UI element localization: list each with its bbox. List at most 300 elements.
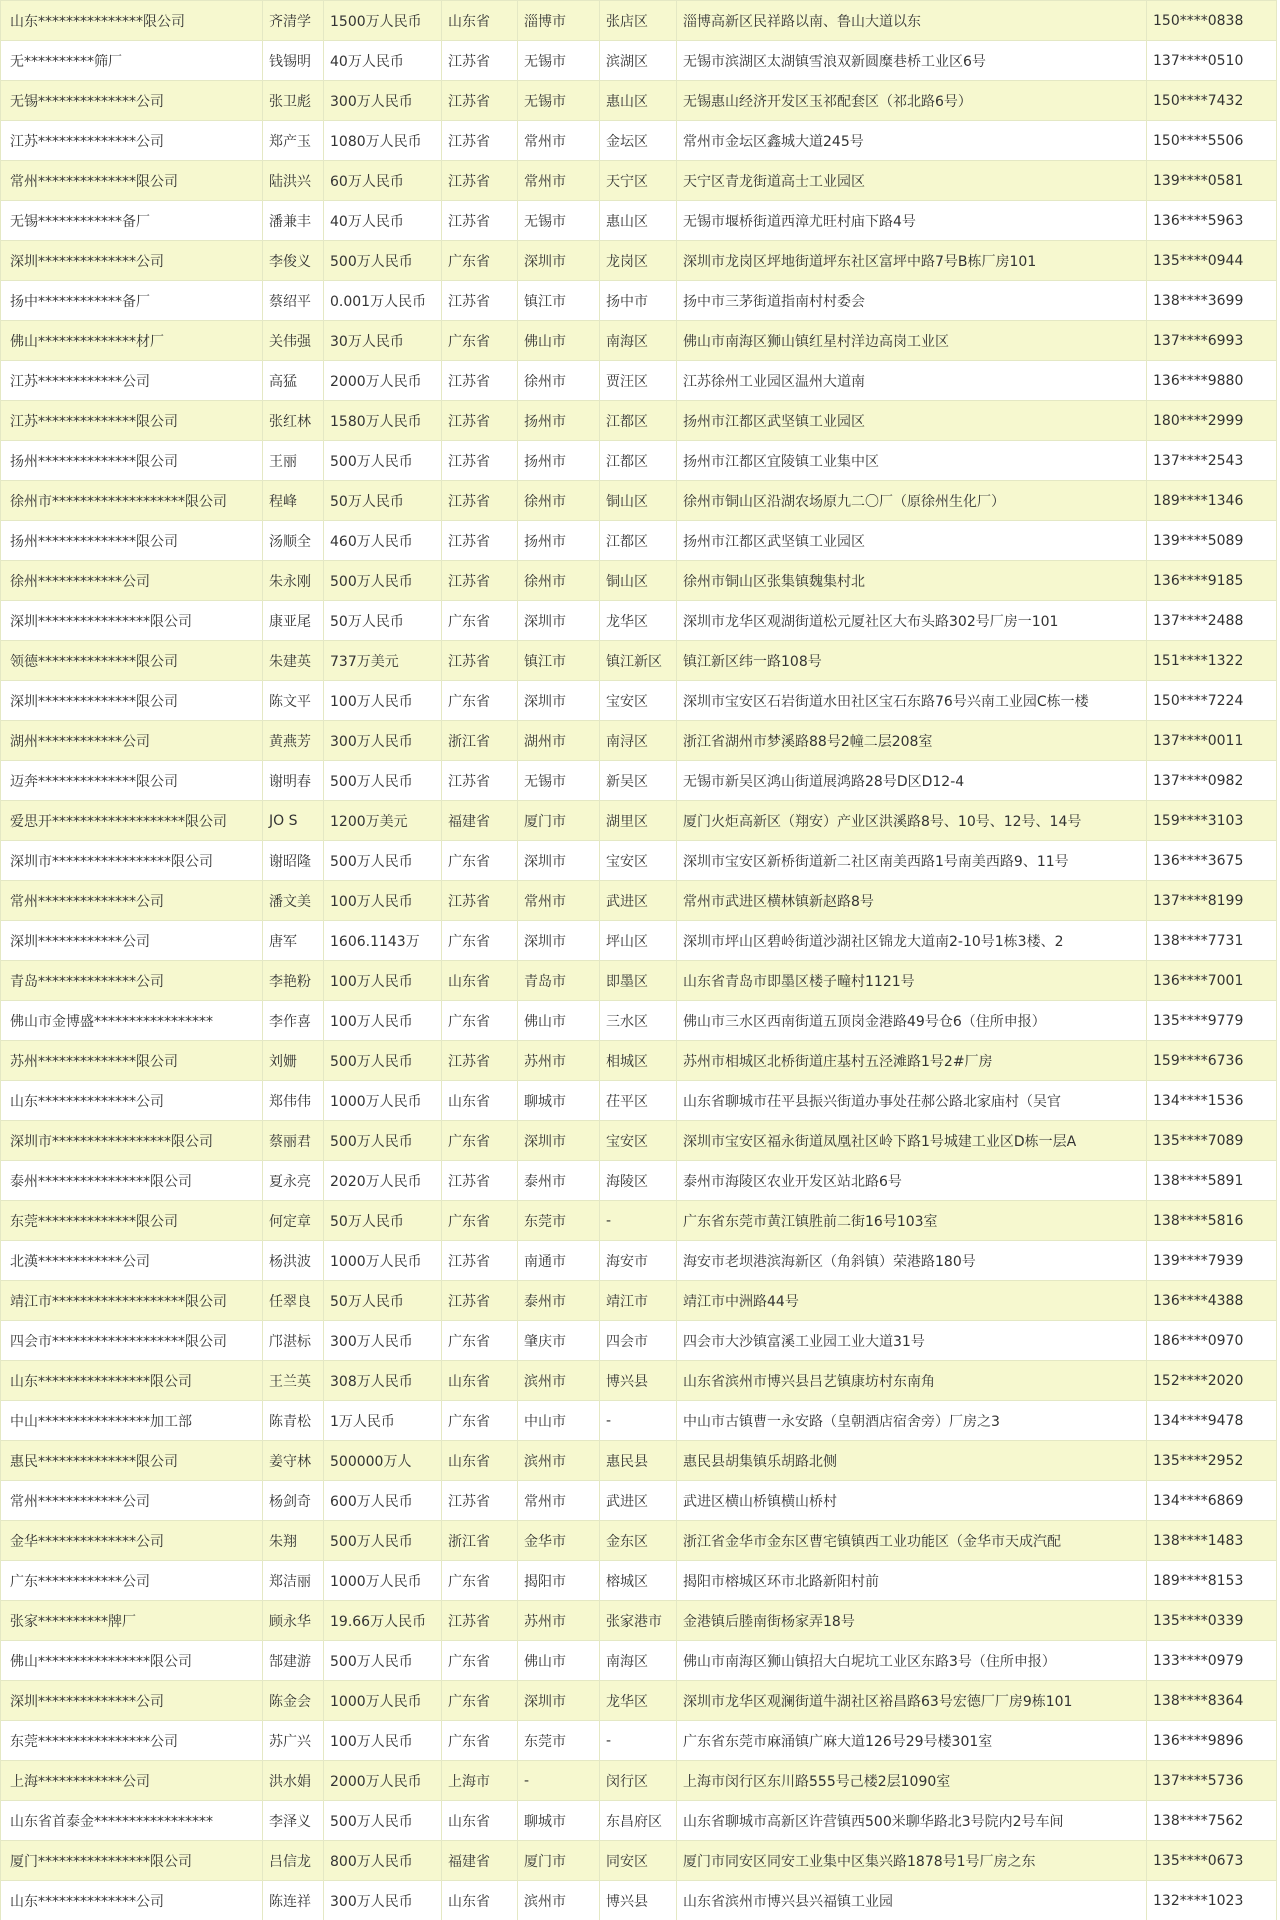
company-name-cell: 江苏**************公司 — [1, 121, 263, 161]
legal-representative-cell: 张卫彪 — [263, 81, 324, 121]
legal-representative-cell: 任翠良 — [263, 1281, 324, 1321]
district-cell: 江都区 — [600, 441, 677, 481]
registered-capital-cell: 500万人民币 — [324, 561, 442, 601]
company-name-cell: 厦门****************限公司 — [1, 1841, 263, 1881]
city-cell: 滨州市 — [518, 1441, 600, 1481]
city-cell: 徐州市 — [518, 481, 600, 521]
table-row — [1, 1601, 1277, 1641]
legal-representative-cell: 洪水娟 — [263, 1761, 324, 1801]
phone-cell: 136****9880 — [1147, 361, 1277, 401]
legal-representative-cell: 蔡绍平 — [263, 281, 324, 321]
table-row — [1, 361, 1277, 401]
city-cell: 无锡市 — [518, 201, 600, 241]
province-cell: 广东省 — [442, 921, 518, 961]
province-cell: 江苏省 — [442, 441, 518, 481]
province-cell: 江苏省 — [442, 881, 518, 921]
phone-cell: 138****8364 — [1147, 1681, 1277, 1721]
city-cell: 无锡市 — [518, 41, 600, 81]
registered-capital-cell: 500000万人 — [324, 1441, 442, 1481]
registered-capital-cell: 308万人民币 — [324, 1361, 442, 1401]
city-cell: 青岛市 — [518, 961, 600, 1001]
legal-representative-cell: 何定章 — [263, 1201, 324, 1241]
address-cell: 徐州市铜山区张集镇魏集村北 — [677, 561, 1147, 601]
registered-capital-cell: 1000万人民币 — [324, 1241, 442, 1281]
city-cell: 镇江市 — [518, 641, 600, 681]
company-name-cell: 中山****************加工部 — [1, 1401, 263, 1441]
phone-cell: 139****7939 — [1147, 1241, 1277, 1281]
province-cell: 山东省 — [442, 1881, 518, 1920]
table-row — [1, 721, 1277, 761]
province-cell: 江苏省 — [442, 361, 518, 401]
province-cell: 江苏省 — [442, 201, 518, 241]
registered-capital-cell: 1500万人民币 — [324, 1, 442, 41]
city-cell: 深圳市 — [518, 841, 600, 881]
registered-capital-cell: 100万人民币 — [324, 1001, 442, 1041]
district-cell: 同安区 — [600, 1841, 677, 1881]
city-cell: 中山市 — [518, 1401, 600, 1441]
company-name-cell: 深圳**************公司 — [1, 1681, 263, 1721]
district-cell: 即墨区 — [600, 961, 677, 1001]
legal-representative-cell: 王兰英 — [263, 1361, 324, 1401]
city-cell: 苏州市 — [518, 1041, 600, 1081]
legal-representative-cell: 李作喜 — [263, 1001, 324, 1041]
legal-representative-cell: 朱翔 — [263, 1521, 324, 1561]
district-cell: 龙华区 — [600, 1681, 677, 1721]
address-cell: 揭阳市榕城区环市北路新阳村前 — [677, 1561, 1147, 1601]
registered-capital-cell: 500万人民币 — [324, 1521, 442, 1561]
registered-capital-cell: 500万人民币 — [324, 761, 442, 801]
company-name-cell: 北漢************公司 — [1, 1241, 263, 1281]
table-row — [1, 1201, 1277, 1241]
company-name-cell: 深圳市*****************限公司 — [1, 1121, 263, 1161]
address-cell: 深圳市坪山区碧岭街道沙湖社区锦龙大道南2-10号1栋3楼、2 — [677, 921, 1147, 961]
company-name-cell: 佛山**************材厂 — [1, 321, 263, 361]
legal-representative-cell: 谢明春 — [263, 761, 324, 801]
legal-representative-cell: 陈金会 — [263, 1681, 324, 1721]
company-name-cell: 惠民**************限公司 — [1, 1441, 263, 1481]
table-row — [1, 921, 1277, 961]
city-cell: 苏州市 — [518, 1601, 600, 1641]
province-cell: 江苏省 — [442, 481, 518, 521]
company-name-cell: 扬州**************限公司 — [1, 441, 263, 481]
address-cell: 扬州市江都区武坚镇工业园区 — [677, 521, 1147, 561]
city-cell: 深圳市 — [518, 1121, 600, 1161]
company-name-cell: 深圳市*****************限公司 — [1, 841, 263, 881]
city-cell: 深圳市 — [518, 241, 600, 281]
phone-cell: 137****6993 — [1147, 321, 1277, 361]
address-cell: 浙江省金华市金东区曹宅镇镇西工业功能区（金华市天成汽配 — [677, 1521, 1147, 1561]
legal-representative-cell: 邝湛标 — [263, 1321, 324, 1361]
district-cell: - — [600, 1201, 677, 1241]
address-cell: 深圳市宝安区新桥街道新二社区南美西路1号南美西路9、11号 — [677, 841, 1147, 881]
registered-capital-cell: 100万人民币 — [324, 1721, 442, 1761]
city-cell: 滨州市 — [518, 1881, 600, 1920]
province-cell: 江苏省 — [442, 1041, 518, 1081]
table-row — [1, 1881, 1277, 1920]
registered-capital-cell: 2000万人民币 — [324, 1761, 442, 1801]
company-name-cell: 靖江市*******************限公司 — [1, 1281, 263, 1321]
city-cell: 深圳市 — [518, 601, 600, 641]
legal-representative-cell: 朱建英 — [263, 641, 324, 681]
address-cell: 常州市武进区横林镇新赵路8号 — [677, 881, 1147, 921]
legal-representative-cell: 陆洪兴 — [263, 161, 324, 201]
company-name-cell: 山东省首泰金***************** — [1, 1801, 263, 1841]
address-cell: 深圳市龙岗区坪地街道坪东社区富坪中路7号B栋厂房101 — [677, 241, 1147, 281]
district-cell: 金坛区 — [600, 121, 677, 161]
legal-representative-cell: JO S — [263, 801, 324, 841]
district-cell: 武进区 — [600, 881, 677, 921]
province-cell: 浙江省 — [442, 1521, 518, 1561]
address-cell: 四会市大沙镇富溪工业园工业大道31号 — [677, 1321, 1147, 1361]
legal-representative-cell: 蔡丽君 — [263, 1121, 324, 1161]
address-cell: 金港镇后塍南街杨家弄18号 — [677, 1601, 1147, 1641]
city-cell: 厦门市 — [518, 801, 600, 841]
table-row — [1, 321, 1277, 361]
registered-capital-cell: 30万人民币 — [324, 321, 442, 361]
province-cell: 江苏省 — [442, 1281, 518, 1321]
table-row — [1, 1161, 1277, 1201]
province-cell: 浙江省 — [442, 721, 518, 761]
address-cell: 上海市闵行区东川路555号己楼2层1090室 — [677, 1761, 1147, 1801]
company-name-cell: 山东**************公司 — [1, 1081, 263, 1121]
address-cell: 无锡市滨湖区太湖镇雪浪双新圆糜巷桥工业区6号 — [677, 41, 1147, 81]
phone-cell: 137****2488 — [1147, 601, 1277, 641]
city-cell: 常州市 — [518, 1481, 600, 1521]
address-cell: 靖江市中洲路44号 — [677, 1281, 1147, 1321]
phone-cell: 189****8153 — [1147, 1561, 1277, 1601]
table-row — [1, 881, 1277, 921]
registered-capital-cell: 1000万人民币 — [324, 1081, 442, 1121]
legal-representative-cell: 杨剑奇 — [263, 1481, 324, 1521]
registered-capital-cell: 500万人民币 — [324, 1121, 442, 1161]
phone-cell: 135****9779 — [1147, 1001, 1277, 1041]
province-cell: 福建省 — [442, 801, 518, 841]
district-cell: 坪山区 — [600, 921, 677, 961]
table-row — [1, 1801, 1277, 1841]
phone-cell: 150****7224 — [1147, 681, 1277, 721]
registered-capital-cell: 1万人民币 — [324, 1401, 442, 1441]
registered-capital-cell: 300万人民币 — [324, 1881, 442, 1920]
phone-cell: 186****0970 — [1147, 1321, 1277, 1361]
province-cell: 福建省 — [442, 1841, 518, 1881]
district-cell: 博兴县 — [600, 1361, 677, 1401]
city-cell: 深圳市 — [518, 921, 600, 961]
legal-representative-cell: 黄燕芳 — [263, 721, 324, 761]
legal-representative-cell: 夏永亮 — [263, 1161, 324, 1201]
company-name-cell: 泰州****************限公司 — [1, 1161, 263, 1201]
address-cell: 厦门市同安区同安工业集中区集兴路1878号1号厂房之东 — [677, 1841, 1147, 1881]
province-cell: 广东省 — [442, 321, 518, 361]
province-cell: 江苏省 — [442, 121, 518, 161]
company-name-cell: 领德**************限公司 — [1, 641, 263, 681]
district-cell: 滨湖区 — [600, 41, 677, 81]
company-name-cell: 东莞**************限公司 — [1, 1201, 263, 1241]
district-cell: 茌平区 — [600, 1081, 677, 1121]
registered-capital-cell: 50万人民币 — [324, 1281, 442, 1321]
province-cell: 江苏省 — [442, 401, 518, 441]
district-cell: 相城区 — [600, 1041, 677, 1081]
address-cell: 深圳市龙华区观湖街道松元厦社区大布头路302号厂房一101 — [677, 601, 1147, 641]
phone-cell: 135****2952 — [1147, 1441, 1277, 1481]
legal-representative-cell: 郜建游 — [263, 1641, 324, 1681]
company-name-cell: 佛山****************限公司 — [1, 1641, 263, 1681]
registered-capital-cell: 500万人民币 — [324, 841, 442, 881]
district-cell: 惠民县 — [600, 1441, 677, 1481]
city-cell: 常州市 — [518, 161, 600, 201]
address-cell: 镇江新区纬一路108号 — [677, 641, 1147, 681]
phone-cell: 136****4388 — [1147, 1281, 1277, 1321]
company-name-cell: 上海************公司 — [1, 1761, 263, 1801]
company-name-cell: 四会市*******************限公司 — [1, 1321, 263, 1361]
registered-capital-cell: 737万美元 — [324, 641, 442, 681]
company-name-cell: 常州************公司 — [1, 1481, 263, 1521]
company-name-cell: 广东************公司 — [1, 1561, 263, 1601]
phone-cell: 137****5736 — [1147, 1761, 1277, 1801]
registered-capital-cell: 100万人民币 — [324, 961, 442, 1001]
phone-cell: 150****5506 — [1147, 121, 1277, 161]
province-cell: 广东省 — [442, 1201, 518, 1241]
table-row — [1, 121, 1277, 161]
registered-capital-cell: 2000万人民币 — [324, 361, 442, 401]
table-row — [1, 961, 1277, 1001]
phone-cell: 138****7562 — [1147, 1801, 1277, 1841]
city-cell: 聊城市 — [518, 1081, 600, 1121]
city-cell: 无锡市 — [518, 761, 600, 801]
district-cell: 海陵区 — [600, 1161, 677, 1201]
address-cell: 厦门火炬高新区（翔安）产业区洪溪路8号、10号、12号、14号 — [677, 801, 1147, 841]
district-cell: 湖里区 — [600, 801, 677, 841]
phone-cell: 135****7089 — [1147, 1121, 1277, 1161]
phone-cell: 134****6869 — [1147, 1481, 1277, 1521]
legal-representative-cell: 康亚尾 — [263, 601, 324, 641]
district-cell: 金东区 — [600, 1521, 677, 1561]
province-cell: 山东省 — [442, 1361, 518, 1401]
address-cell: 广东省东莞市黄江镇胜前二街16号103室 — [677, 1201, 1147, 1241]
table-row — [1, 601, 1277, 641]
phone-cell: 136****3675 — [1147, 841, 1277, 881]
legal-representative-cell: 王丽 — [263, 441, 324, 481]
city-cell: - — [518, 1761, 600, 1801]
phone-cell: 137****2543 — [1147, 441, 1277, 481]
table-row — [1, 1561, 1277, 1601]
city-cell: 泰州市 — [518, 1161, 600, 1201]
district-cell: 榕城区 — [600, 1561, 677, 1601]
legal-representative-cell: 钱锡明 — [263, 41, 324, 81]
district-cell: 东昌府区 — [600, 1801, 677, 1841]
legal-representative-cell: 关伟强 — [263, 321, 324, 361]
registered-capital-cell: 460万人民币 — [324, 521, 442, 561]
table-row — [1, 241, 1277, 281]
phone-cell: 180****2999 — [1147, 401, 1277, 441]
table-row — [1, 641, 1277, 681]
legal-representative-cell: 张红林 — [263, 401, 324, 441]
company-name-cell: 佛山市金博盛***************** — [1, 1001, 263, 1041]
registered-capital-cell: 1580万人民币 — [324, 401, 442, 441]
address-cell: 佛山市南海区狮山镇红星村洋边高岗工业区 — [677, 321, 1147, 361]
city-cell: 金华市 — [518, 1521, 600, 1561]
company-name-cell: 扬中************备厂 — [1, 281, 263, 321]
registered-capital-cell: 500万人民币 — [324, 1641, 442, 1681]
table-row — [1, 1721, 1277, 1761]
district-cell: 惠山区 — [600, 81, 677, 121]
phone-cell: 137****8199 — [1147, 881, 1277, 921]
province-cell: 广东省 — [442, 601, 518, 641]
province-cell: 江苏省 — [442, 161, 518, 201]
legal-representative-cell: 高猛 — [263, 361, 324, 401]
district-cell: 南浔区 — [600, 721, 677, 761]
legal-representative-cell: 杨洪波 — [263, 1241, 324, 1281]
city-cell: 扬州市 — [518, 521, 600, 561]
registered-capital-cell: 2020万人民币 — [324, 1161, 442, 1201]
company-name-cell: 深圳**************公司 — [1, 241, 263, 281]
address-cell: 山东省青岛市即墨区楼子疃村1121号 — [677, 961, 1147, 1001]
province-cell: 广东省 — [442, 1641, 518, 1681]
registered-capital-cell: 40万人民币 — [324, 41, 442, 81]
address-cell: 佛山市三水区西南街道五顶岗金港路49号仓6（住所申报） — [677, 1001, 1147, 1041]
province-cell: 山东省 — [442, 1441, 518, 1481]
table-row — [1, 401, 1277, 441]
address-cell: 惠民县胡集镇乐胡路北侧 — [677, 1441, 1147, 1481]
company-name-cell: 无锡************备厂 — [1, 201, 263, 241]
registered-capital-cell: 1000万人民币 — [324, 1681, 442, 1721]
address-cell: 深圳市宝安区福永街道凤凰社区岭下路1号城建工业区D栋一层A — [677, 1121, 1147, 1161]
registered-capital-cell: 500万人民币 — [324, 1801, 442, 1841]
address-cell: 江苏徐州工业园区温州大道南 — [677, 361, 1147, 401]
district-cell: 江都区 — [600, 401, 677, 441]
address-cell: 海安市老坝港滨海新区（角斜镇）荣港路180号 — [677, 1241, 1147, 1281]
legal-representative-cell: 潘文美 — [263, 881, 324, 921]
province-cell: 广东省 — [442, 1401, 518, 1441]
table-row — [1, 1761, 1277, 1801]
legal-representative-cell: 姜守林 — [263, 1441, 324, 1481]
city-cell: 佛山市 — [518, 1641, 600, 1681]
phone-cell: 134****9478 — [1147, 1401, 1277, 1441]
address-cell: 扬中市三茅街道指南村村委会 — [677, 281, 1147, 321]
table-row — [1, 761, 1277, 801]
province-cell: 广东省 — [442, 1121, 518, 1161]
table-row — [1, 801, 1277, 841]
company-name-cell: 青岛**************公司 — [1, 961, 263, 1001]
registered-capital-cell: 100万人民币 — [324, 881, 442, 921]
registered-capital-cell: 100万人民币 — [324, 681, 442, 721]
phone-cell: 138****5816 — [1147, 1201, 1277, 1241]
legal-representative-cell: 唐军 — [263, 921, 324, 961]
province-cell: 江苏省 — [442, 521, 518, 561]
address-cell: 天宁区青龙街道高士工业园区 — [677, 161, 1147, 201]
province-cell: 广东省 — [442, 1321, 518, 1361]
company-name-cell: 苏州**************限公司 — [1, 1041, 263, 1081]
table-row — [1, 481, 1277, 521]
legal-representative-cell: 程峰 — [263, 481, 324, 521]
table-row — [1, 841, 1277, 881]
table-row — [1, 1241, 1277, 1281]
company-name-cell: 深圳************公司 — [1, 921, 263, 961]
legal-representative-cell: 顾永华 — [263, 1601, 324, 1641]
registered-capital-cell: 50万人民币 — [324, 1201, 442, 1241]
table-row — [1, 521, 1277, 561]
province-cell: 广东省 — [442, 1721, 518, 1761]
registered-capital-cell: 50万人民币 — [324, 601, 442, 641]
registered-capital-cell: 1200万美元 — [324, 801, 442, 841]
district-cell: 四会市 — [600, 1321, 677, 1361]
province-cell: 上海市 — [442, 1761, 518, 1801]
district-cell: 新吴区 — [600, 761, 677, 801]
company-name-cell: 东莞****************公司 — [1, 1721, 263, 1761]
province-cell: 江苏省 — [442, 761, 518, 801]
province-cell: 江苏省 — [442, 1241, 518, 1281]
address-cell: 中山市古镇曹一永安路（皇朝酒店宿舍旁）厂房之3 — [677, 1401, 1147, 1441]
address-cell: 淄博高新区民祥路以南、鲁山大道以东 — [677, 1, 1147, 41]
district-cell: 铜山区 — [600, 561, 677, 601]
table-row — [1, 1041, 1277, 1081]
legal-representative-cell: 刘姗 — [263, 1041, 324, 1081]
phone-cell: 138****1483 — [1147, 1521, 1277, 1561]
city-cell: 肇庆市 — [518, 1321, 600, 1361]
city-cell: 扬州市 — [518, 441, 600, 481]
address-cell: 无锡市新吴区鸿山街道展鸿路28号D区D12-4 — [677, 761, 1147, 801]
district-cell: 贾汪区 — [600, 361, 677, 401]
table-row — [1, 1841, 1277, 1881]
district-cell: 天宁区 — [600, 161, 677, 201]
province-cell: 广东省 — [442, 1681, 518, 1721]
city-cell: 深圳市 — [518, 1681, 600, 1721]
legal-representative-cell: 郑产玉 — [263, 121, 324, 161]
legal-representative-cell: 吕信龙 — [263, 1841, 324, 1881]
phone-cell: 159****3103 — [1147, 801, 1277, 841]
district-cell: 江都区 — [600, 521, 677, 561]
legal-representative-cell: 陈文平 — [263, 681, 324, 721]
legal-representative-cell: 郑伟伟 — [263, 1081, 324, 1121]
district-cell: 张店区 — [600, 1, 677, 41]
table-row — [1, 161, 1277, 201]
registered-capital-cell: 60万人民币 — [324, 161, 442, 201]
province-cell: 江苏省 — [442, 641, 518, 681]
province-cell: 江苏省 — [442, 1161, 518, 1201]
province-cell: 山东省 — [442, 1081, 518, 1121]
district-cell: 扬中市 — [600, 281, 677, 321]
table-row — [1, 281, 1277, 321]
table-row — [1, 81, 1277, 121]
province-cell: 山东省 — [442, 1801, 518, 1841]
company-name-cell: 徐州************公司 — [1, 561, 263, 601]
city-cell: 佛山市 — [518, 321, 600, 361]
table-row — [1, 1681, 1277, 1721]
phone-cell: 150****0838 — [1147, 1, 1277, 41]
phone-cell: 136****9185 — [1147, 561, 1277, 601]
province-cell: 江苏省 — [442, 1601, 518, 1641]
district-cell: 南海区 — [600, 321, 677, 361]
city-cell: 淄博市 — [518, 1, 600, 41]
company-name-cell: 爱思开*******************限公司 — [1, 801, 263, 841]
phone-cell: 136****7001 — [1147, 961, 1277, 1001]
registered-capital-cell: 1606.1143万 — [324, 921, 442, 961]
registered-capital-cell: 19.66万人民币 — [324, 1601, 442, 1641]
legal-representative-cell: 李泽义 — [263, 1801, 324, 1841]
company-name-cell: 徐州市*******************限公司 — [1, 481, 263, 521]
address-cell: 徐州市铜山区沿湖农场原九二〇厂（原徐州生化厂） — [677, 481, 1147, 521]
province-cell: 广东省 — [442, 681, 518, 721]
company-name-cell: 无**********筛厂 — [1, 41, 263, 81]
table-row — [1, 1441, 1277, 1481]
phone-cell: 136****5963 — [1147, 201, 1277, 241]
registered-capital-cell: 300万人民币 — [324, 81, 442, 121]
table-row — [1, 1081, 1277, 1121]
district-cell: 宝安区 — [600, 841, 677, 881]
district-cell: - — [600, 1721, 677, 1761]
legal-representative-cell: 汤顺全 — [263, 521, 324, 561]
phone-cell: 137****0982 — [1147, 761, 1277, 801]
phone-cell: 189****1346 — [1147, 481, 1277, 521]
